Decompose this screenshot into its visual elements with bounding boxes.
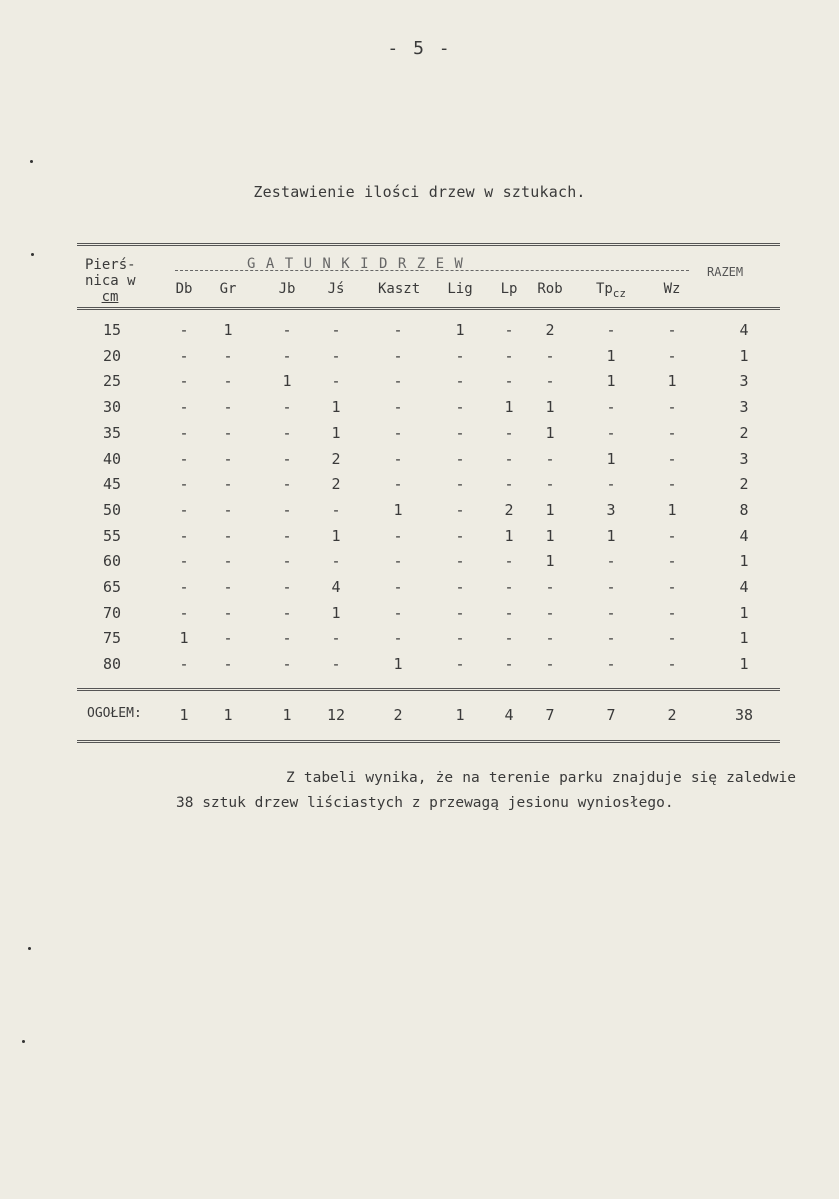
species-header-wz <box>652 281 692 297</box>
species-header-label: Jś <box>327 281 345 297</box>
header-bottom-rule <box>77 307 780 310</box>
count-cell: - <box>331 552 341 571</box>
count-cell: 1 <box>545 552 555 571</box>
table-row <box>77 578 780 604</box>
species-header-gr <box>208 281 248 297</box>
row-total-cell: 1 <box>739 629 749 648</box>
count-cell: 2 <box>331 475 341 494</box>
count-cell: 1 <box>606 372 616 391</box>
count-cell: 1 <box>545 398 555 417</box>
table-row <box>77 475 780 501</box>
count-cell: - <box>545 655 555 674</box>
count-cell: - <box>504 346 514 365</box>
count-cell: - <box>179 603 189 622</box>
count-cell: - <box>393 603 403 622</box>
row-total-cell: 1 <box>739 552 749 571</box>
diameter-cell: 20 <box>102 346 122 365</box>
count-cell: - <box>223 526 233 545</box>
count-cell: - <box>667 398 677 417</box>
count-cell: - <box>545 578 555 596</box>
count-cell: - <box>282 526 292 545</box>
diameter-cell: 25 <box>102 372 122 391</box>
count-cell: - <box>282 500 292 519</box>
count-cell: - <box>455 475 465 494</box>
row-total-cell: 3 <box>739 372 749 391</box>
species-total-cell: 2 <box>393 706 403 724</box>
grand-total-cell: 38 <box>734 706 754 724</box>
count-cell: - <box>282 603 292 622</box>
species-group-header: G A T U N K I D R Z E W <box>247 256 464 272</box>
count-cell: - <box>455 578 465 596</box>
count-cell: 1 <box>331 603 341 622</box>
table-row <box>77 501 780 527</box>
table-row <box>77 552 780 578</box>
count-cell: - <box>667 629 677 648</box>
count-cell: - <box>179 526 189 545</box>
count-cell: - <box>223 346 233 365</box>
count-cell: - <box>504 629 514 648</box>
count-cell: - <box>393 398 403 417</box>
count-cell: - <box>179 321 189 339</box>
diameter-cell: 15 <box>102 321 122 339</box>
count-cell: - <box>179 552 189 571</box>
diameter-header-line-3: cm <box>101 289 119 305</box>
count-cell: 1 <box>545 526 555 545</box>
count-cell: - <box>606 475 616 494</box>
margin-mark <box>30 160 33 163</box>
species-header-db <box>164 281 204 297</box>
count-cell: - <box>179 398 189 417</box>
count-cell: 2 <box>545 321 555 339</box>
species-header-label: Db <box>175 281 193 297</box>
count-cell: - <box>282 423 292 442</box>
diameter-header-line-2: nica w <box>85 273 136 289</box>
count-cell: - <box>455 423 465 442</box>
species-total-cell: 1 <box>282 706 292 724</box>
row-total-cell: 4 <box>739 578 749 596</box>
count-cell: - <box>504 372 514 391</box>
species-header-kaszt <box>378 281 421 297</box>
table-row <box>77 655 780 681</box>
count-cell: - <box>393 346 403 365</box>
count-cell: - <box>606 321 616 339</box>
count-cell: - <box>455 603 465 622</box>
count-cell: - <box>331 655 341 674</box>
table-row <box>77 321 780 347</box>
count-cell: - <box>455 346 465 365</box>
count-cell: - <box>282 346 292 365</box>
diameter-cell: 45 <box>102 475 122 494</box>
species-header-subscript: cz <box>612 286 627 300</box>
count-cell: - <box>455 526 465 545</box>
count-cell: - <box>667 475 677 494</box>
count-cell: - <box>179 423 189 442</box>
count-cell: - <box>667 578 677 596</box>
diameter-cell: 70 <box>102 603 122 622</box>
count-cell: - <box>223 578 233 596</box>
count-cell: - <box>179 475 189 494</box>
margin-mark <box>28 947 31 950</box>
count-cell: - <box>282 629 292 648</box>
count-cell: - <box>179 655 189 674</box>
diameter-cell: 80 <box>102 655 122 674</box>
count-cell: - <box>606 398 616 417</box>
count-cell: 3 <box>606 500 616 519</box>
count-cell: 1 <box>545 423 555 442</box>
totals-label: OGOŁEM: <box>87 706 142 721</box>
count-cell: - <box>282 655 292 674</box>
count-cell: - <box>545 475 555 494</box>
row-total-cell: 4 <box>739 526 749 545</box>
count-cell: - <box>223 500 233 519</box>
diameter-cell: 65 <box>102 578 122 596</box>
species-header-label: Kaszt <box>378 281 421 297</box>
species-header-label: Lp <box>500 281 518 297</box>
count-cell: - <box>504 475 514 494</box>
count-cell: - <box>504 552 514 571</box>
count-cell: - <box>545 603 555 622</box>
species-header-jś <box>316 281 356 297</box>
count-cell: - <box>331 500 341 519</box>
count-cell: 4 <box>331 578 341 596</box>
count-cell: - <box>282 475 292 494</box>
count-cell: - <box>393 372 403 391</box>
margin-mark <box>22 1040 25 1043</box>
species-group-rule <box>175 270 689 271</box>
species-header-label: Gr <box>219 281 237 297</box>
species-header-jb <box>267 281 307 297</box>
count-cell: 2 <box>331 449 341 468</box>
table-row <box>77 398 780 424</box>
species-total-cell: 1 <box>179 706 189 724</box>
species-header-rob <box>530 281 570 297</box>
count-cell: - <box>331 346 341 365</box>
count-cell: - <box>179 449 189 468</box>
count-cell: - <box>606 603 616 622</box>
count-cell: - <box>282 321 292 339</box>
count-cell: - <box>667 655 677 674</box>
count-cell: - <box>667 552 677 571</box>
count-cell: 1 <box>606 346 616 365</box>
count-cell: - <box>282 578 292 596</box>
count-cell: - <box>667 526 677 545</box>
count-cell: - <box>504 578 514 596</box>
count-cell: - <box>455 552 465 571</box>
row-total-cell: 4 <box>739 321 749 339</box>
row-total-cell: 1 <box>739 346 749 365</box>
count-cell: 1 <box>667 372 677 391</box>
count-cell: - <box>504 655 514 674</box>
count-cell: - <box>455 629 465 648</box>
count-cell: - <box>504 321 514 339</box>
count-cell: - <box>393 578 403 596</box>
diameter-cell: 30 <box>102 398 122 417</box>
species-total-cell: 7 <box>606 706 616 724</box>
count-cell: - <box>223 372 233 391</box>
count-cell: - <box>606 423 616 442</box>
count-cell: 1 <box>393 655 403 674</box>
count-cell: 1 <box>223 321 233 339</box>
row-total-cell: 1 <box>739 603 749 622</box>
row-total-cell: 3 <box>739 449 749 468</box>
count-cell: 1 <box>545 500 555 519</box>
table-bottom-rule <box>77 740 780 743</box>
species-header-lig <box>440 281 480 297</box>
species-total-cell: 4 <box>504 706 514 724</box>
count-cell: - <box>545 629 555 648</box>
count-cell: - <box>179 346 189 365</box>
margin-mark <box>31 253 34 256</box>
count-cell: - <box>606 629 616 648</box>
species-header-label: Jb <box>278 281 296 297</box>
count-cell: - <box>606 655 616 674</box>
species-header-lp <box>489 281 529 297</box>
count-cell: 1 <box>179 629 189 648</box>
count-cell: - <box>606 552 616 571</box>
diameter-cell: 55 <box>102 526 122 545</box>
count-cell: - <box>223 655 233 674</box>
count-cell: - <box>331 372 341 391</box>
count-cell: - <box>606 578 616 596</box>
species-header-label: Tp <box>595 281 613 297</box>
count-cell: - <box>223 475 233 494</box>
total-header: RAZEM <box>707 265 744 279</box>
count-cell: - <box>545 449 555 468</box>
count-cell: - <box>504 423 514 442</box>
count-cell: 1 <box>331 526 341 545</box>
count-cell: - <box>504 603 514 622</box>
count-cell: 1 <box>282 372 292 391</box>
count-cell: - <box>455 372 465 391</box>
count-cell: - <box>282 552 292 571</box>
diameter-cell: 50 <box>102 500 122 519</box>
table-top-rule <box>77 243 780 246</box>
count-cell: - <box>223 603 233 622</box>
count-cell: - <box>393 449 403 468</box>
count-cell: - <box>455 500 465 519</box>
count-cell: 1 <box>455 321 465 339</box>
count-cell: 1 <box>606 449 616 468</box>
count-cell: 1 <box>606 526 616 545</box>
count-cell: 2 <box>504 500 514 519</box>
table-row <box>77 372 780 398</box>
count-cell: - <box>223 552 233 571</box>
count-cell: - <box>331 629 341 648</box>
summary-paragraph <box>176 766 796 816</box>
count-cell: - <box>223 423 233 442</box>
count-cell: - <box>223 629 233 648</box>
count-cell: 1 <box>331 398 341 417</box>
table-row <box>77 450 780 476</box>
count-cell: - <box>455 398 465 417</box>
species-header-label: Lig <box>447 281 473 297</box>
table-title: Zestawienie ilości drzew w sztukach. <box>253 183 586 201</box>
count-cell: - <box>667 346 677 365</box>
count-cell: - <box>223 398 233 417</box>
diameter-cell: 35 <box>102 423 122 442</box>
species-header-label: Rob <box>537 281 563 297</box>
count-cell: - <box>393 526 403 545</box>
species-total-cell: 1 <box>223 706 233 724</box>
page-number: - 5 - <box>387 38 452 59</box>
count-cell: - <box>504 449 514 468</box>
count-cell: - <box>393 423 403 442</box>
count-cell: 1 <box>504 398 514 417</box>
count-cell: 1 <box>331 423 341 442</box>
count-cell: - <box>455 449 465 468</box>
diameter-header-line-1: Pierś- <box>85 257 136 273</box>
count-cell: - <box>282 398 292 417</box>
count-cell: - <box>179 500 189 519</box>
count-cell: - <box>545 346 555 365</box>
table-row <box>77 604 780 630</box>
table-row <box>77 347 780 373</box>
count-cell: - <box>667 603 677 622</box>
species-total-cell: 2 <box>667 706 677 724</box>
species-total-cell: 7 <box>545 706 555 724</box>
diameter-header <box>85 257 136 305</box>
count-cell: - <box>393 475 403 494</box>
row-total-cell: 2 <box>739 475 749 494</box>
count-cell: 1 <box>504 526 514 545</box>
count-cell: - <box>393 629 403 648</box>
row-total-cell: 3 <box>739 398 749 417</box>
diameter-cell: 60 <box>102 552 122 571</box>
row-total-cell: 2 <box>739 423 749 442</box>
species-total-cell: 12 <box>326 706 346 724</box>
table-row <box>77 629 780 655</box>
count-cell: - <box>667 423 677 442</box>
totals-row <box>77 706 780 732</box>
species-total-cell: 1 <box>455 706 465 724</box>
count-cell: - <box>667 449 677 468</box>
species-header-tp <box>591 281 631 302</box>
diameter-cell: 75 <box>102 629 122 648</box>
summary-paragraph-text: Z tabeli wynika, że na terenie parku znajduje się zaledwie 38 sztuk drzew liściastych z przewagą jesionu wyniosłego. <box>176 770 796 811</box>
count-cell: 1 <box>393 500 403 519</box>
count-cell: - <box>331 321 341 339</box>
count-cell: - <box>667 321 677 339</box>
row-total-cell: 8 <box>739 500 749 519</box>
table-row <box>77 424 780 450</box>
count-cell: - <box>455 655 465 674</box>
row-total-cell: 1 <box>739 655 749 674</box>
table-row <box>77 527 780 553</box>
count-cell: - <box>179 372 189 391</box>
species-header-label: Wz <box>663 281 681 297</box>
count-cell: - <box>393 552 403 571</box>
count-cell: - <box>393 321 403 339</box>
count-cell: - <box>179 578 189 596</box>
count-cell: - <box>223 449 233 468</box>
totals-top-rule <box>77 688 780 691</box>
count-cell: - <box>282 449 292 468</box>
count-cell: - <box>545 372 555 391</box>
diameter-cell: 40 <box>102 449 122 468</box>
count-cell: 1 <box>667 500 677 519</box>
